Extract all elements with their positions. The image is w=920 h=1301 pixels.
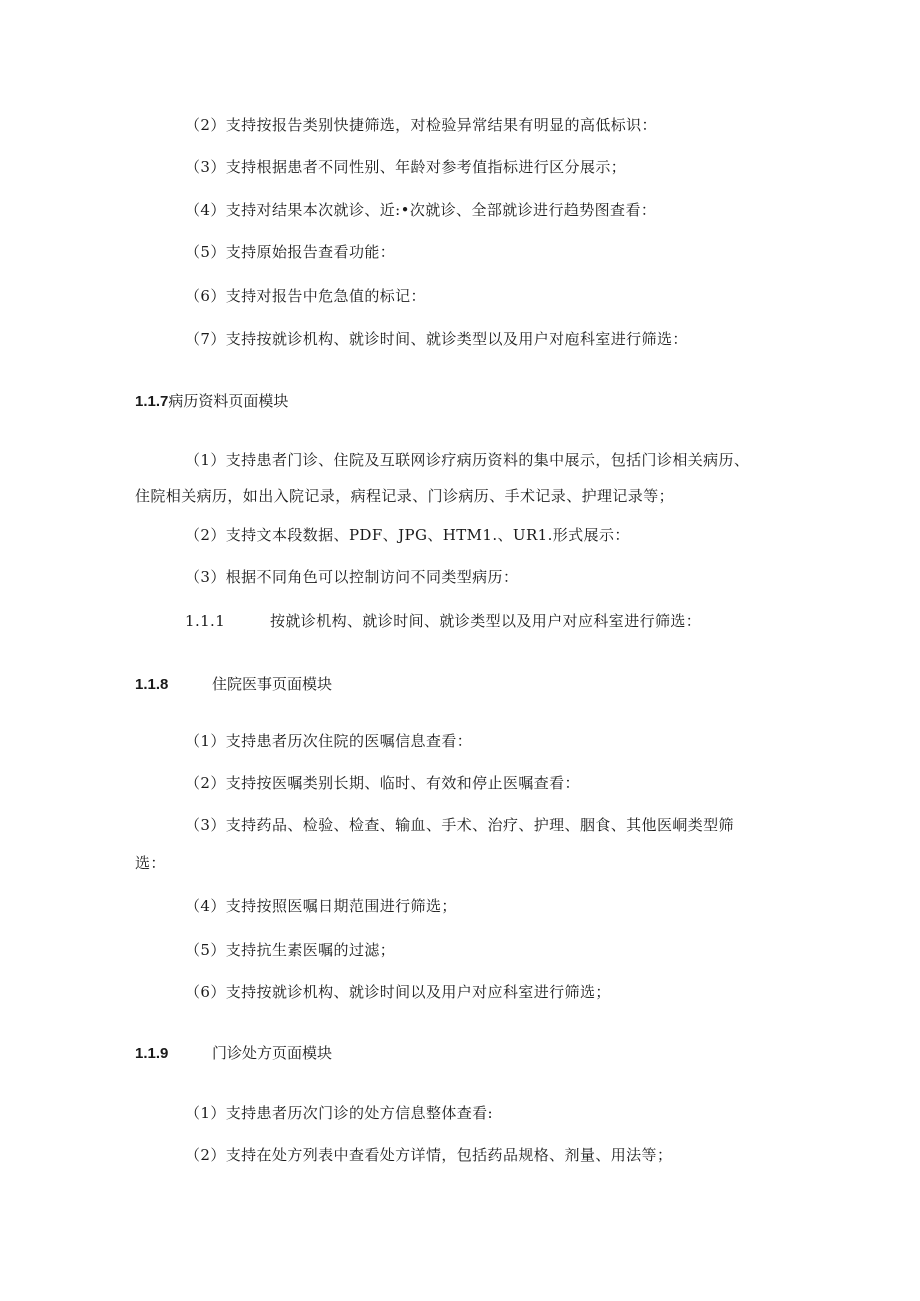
list-item: （2）支持文本段数据、PDF、JPG、HTM1.、UR1.形式展示： xyxy=(185,526,630,544)
section-title: 住院医事页面模块 xyxy=(212,675,333,693)
list-item: （1）支持患者门诊、住院及互联网诊疗病历资料的集中展示，包括门诊相关病历、 xyxy=(185,451,750,469)
list-item: （2）支持在处方列表中查看处方详情，包括药品规格、剂量、用法等； xyxy=(185,1146,673,1164)
list-item-continuation: 选： xyxy=(135,854,166,872)
list-item: （3）支持根据患者不同性别、年龄对参考值指标进行区分展示； xyxy=(185,158,627,176)
section-heading-1-1-7 xyxy=(135,391,288,412)
list-item: （2）支持按报告类别快捷筛选，对检验异常结果有明显的高低标识： xyxy=(185,116,657,134)
subsection-text: 按就诊机构、就诊时间、就诊类型以及用户对应科室进行筛选： xyxy=(270,612,702,630)
list-item: （3）支持药品、检验、检查、输血、手术、治疗、护理、胭食、其他医峒类型筛 xyxy=(185,816,734,834)
list-item-continuation: 住院相关病历，如出入院记录，病程记录、门诊病历、手术记录、护理记录等； xyxy=(135,487,675,505)
list-item: （3）根据不同角色可以控制访问不同类型病历： xyxy=(185,568,519,586)
section-title: 病历资料页面模块 xyxy=(168,392,289,410)
list-item: （5）支持抗生素医嘱的过滤； xyxy=(185,941,396,959)
list-item: （5）支持原始报告查看功能： xyxy=(185,243,396,261)
list-item: （1）支持患者历次门诊的处方信息整体查看: xyxy=(185,1104,493,1122)
section-number: 1.1.7 xyxy=(135,393,169,410)
list-item: （1）支持患者历次住院的医嘱信息查看： xyxy=(185,732,473,750)
list-item: （2）支持按医嘱类别长期、临时、有效和停止医嘱查看： xyxy=(185,774,580,792)
subsection-number: 1.1.1 xyxy=(185,612,226,630)
list-item: （6）支持按就诊机构、就诊时间以及用户对应科室进行筛选； xyxy=(185,983,611,1001)
section-heading-1-1-8 xyxy=(135,674,168,695)
list-item: （6）支持对报告中危急值的标记： xyxy=(185,287,426,305)
section-number: 1.1.9 xyxy=(135,1045,169,1062)
list-item: （4）支持按照医嘱日期范围进行筛选； xyxy=(185,897,457,915)
list-item: （4）支持对结果本次就诊、近:•次就诊、全部就诊进行趋势图查看： xyxy=(185,201,657,219)
section-heading-1-1-9 xyxy=(135,1043,168,1064)
section-title: 门诊处方页面模块 xyxy=(212,1044,333,1062)
list-item: （7）支持按就诊机构、就诊时间、就诊类型以及用户对庖科室进行筛选： xyxy=(185,330,688,348)
section-number: 1.1.8 xyxy=(135,676,169,693)
